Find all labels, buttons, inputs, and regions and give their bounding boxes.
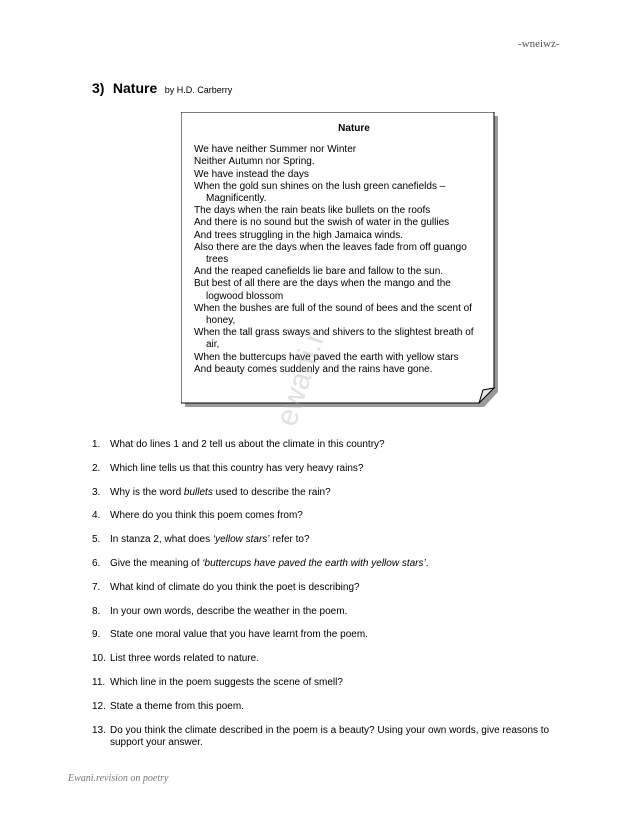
question-text-part: State a theme from this poem.: [110, 700, 244, 712]
question-item: [92, 606, 572, 618]
question-text: [110, 725, 549, 748]
question-text: [110, 629, 368, 640]
question-item: [92, 487, 572, 499]
poem-lines: [194, 144, 484, 376]
question-number: 2.: [92, 462, 101, 474]
question-text: [110, 439, 385, 450]
question-number: 7.: [92, 581, 101, 593]
question-item: [92, 725, 572, 749]
poem-line: But best of all there are the days when the mango and the logwood blossom: [194, 278, 451, 302]
poem-line: And the reaped canefields lie bare and fallow to the sun.: [194, 266, 444, 278]
poem-content: [194, 123, 484, 376]
question-text-part: List three words related to nature.: [110, 653, 259, 665]
question-text-part: State one moral value that you have learnt from the poem.: [110, 629, 368, 641]
question-text-part: What kind of climate do you think the poet is describing?: [110, 581, 360, 593]
question-text: [110, 677, 343, 688]
poem-line: When the bushes are full of the sound of bees and the scent of honey,: [194, 302, 472, 327]
question-item: [92, 510, 572, 522]
poem-line: We have neither Summer nor Winter: [194, 144, 357, 156]
question-text-part: Where do you think this poem comes from?: [110, 510, 303, 522]
question-text: [110, 701, 244, 712]
question-number: 6.: [92, 557, 101, 569]
question-list: [92, 439, 572, 749]
section-number: 3): [92, 80, 105, 96]
question-number: 4.: [92, 510, 101, 522]
question-text-part: In your own words, describe the weather in the poem.: [110, 605, 348, 617]
question-item: [92, 558, 572, 570]
question-number: 3.: [92, 486, 101, 498]
question-item: [92, 677, 572, 689]
question-item: [92, 653, 572, 665]
header-tag: -wneiwz-: [518, 38, 560, 50]
question-text-part: Which line in the poem suggests the scene of smell?: [110, 676, 343, 688]
question-text-part: used to describe the rain?: [212, 486, 331, 498]
poem-line: The days when the rain beats like bullets on the roofs: [194, 205, 431, 217]
poem-box: [181, 112, 495, 405]
question-item: [92, 534, 572, 546]
question-text-part: Why is the word: [110, 486, 184, 498]
question-text: [110, 582, 360, 593]
poem-line: And beauty comes suddenly and the rains have gone.: [194, 363, 433, 375]
poem-line: When the buttercups have paved the earth with yellow stars: [194, 351, 459, 363]
question-item: [92, 582, 572, 594]
poem-line: When the tall grass sways and shivers to the slightest breath of air,: [194, 327, 474, 351]
question-text: [110, 606, 347, 617]
question-text-part: Do you think the climate described in the poem is a beauty? Using your own words, give reasons to support your answer.: [110, 724, 550, 748]
question-number: 13.: [92, 724, 106, 736]
question-item: [92, 439, 572, 451]
question-emphasis: ‘yellow stars’: [212, 534, 270, 546]
section-title: Nature: [112, 80, 158, 96]
poem-line: Neither Autumn nor Spring.: [194, 156, 315, 168]
question-text-part: In stanza 2, what does: [110, 534, 213, 546]
question-number: 10.: [92, 653, 106, 665]
poem-line: Also there are the days when the leaves fade from off guango trees: [194, 241, 467, 266]
question-item: [92, 463, 572, 475]
section-byline: by H.D. Carberry: [164, 85, 233, 95]
question-text-part: .: [425, 557, 429, 569]
question-number: 1.: [92, 439, 101, 450]
question-text: [110, 558, 429, 569]
question-emphasis: ‘buttercups have paved the earth with yellow stars’: [202, 557, 426, 569]
question-emphasis: bullets: [183, 486, 213, 498]
question-text: [110, 653, 259, 664]
question-text: [110, 510, 303, 521]
poem-line: And there is no sound but the swish of water in the gullies: [194, 217, 450, 229]
question-item: [92, 629, 572, 641]
poem-title: Nature: [338, 123, 370, 134]
question-number: 11.: [92, 676, 106, 688]
question-number: 5.: [92, 534, 101, 546]
question-item: [92, 701, 572, 713]
question-text: [110, 487, 331, 498]
question-text-part: refer to?: [269, 534, 310, 546]
question-number: 9.: [92, 629, 101, 641]
footer: Ewani.revision on poetry: [68, 773, 169, 784]
question-number: 8.: [92, 605, 101, 617]
section-heading: [92, 80, 232, 98]
watermark: ewani.r: [270, 328, 332, 431]
question-text-part: Give the meaning of: [110, 557, 203, 569]
question-text: [110, 534, 310, 545]
question-text-part: What do lines 1 and 2 tell us about the climate in this country?: [110, 439, 385, 450]
poem-line: We have instead the days: [194, 168, 309, 180]
question-text: [110, 463, 363, 474]
poem-line: And trees struggling in the high Jamaica winds.: [194, 229, 404, 241]
question-text-part: Which line tells us that this country has very heavy rains?: [110, 462, 364, 474]
question-number: 12.: [92, 700, 106, 712]
poem-line: When the gold sun shines on the lush green canefields –Magnificently.: [194, 180, 446, 205]
